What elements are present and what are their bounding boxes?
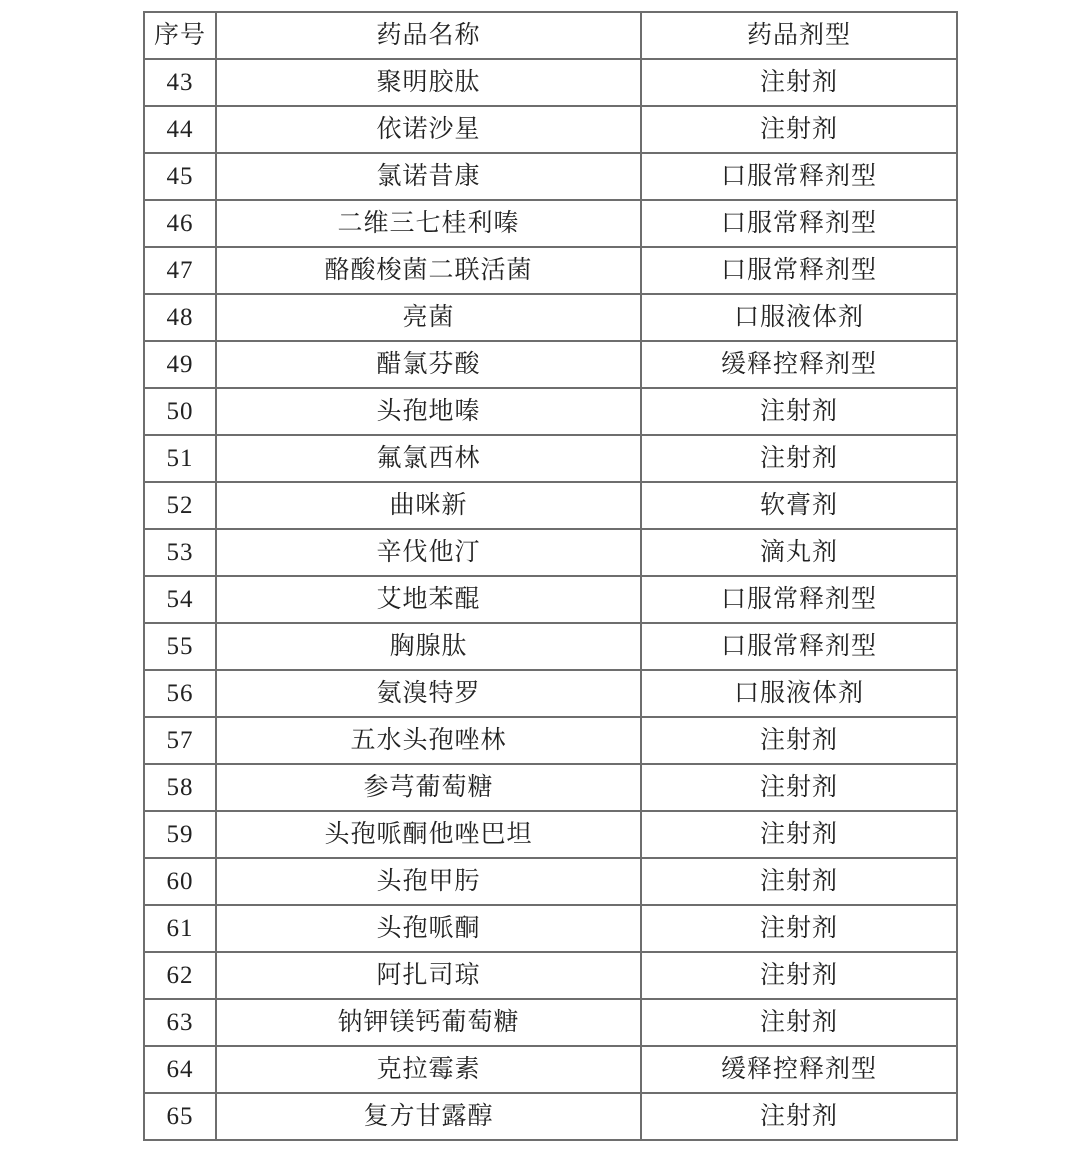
cell-drug-name: 克拉霉素 <box>216 1046 641 1093</box>
cell-drug-name: 头孢地嗪 <box>216 388 641 435</box>
table-row <box>144 59 957 106</box>
cell-index: 47 <box>144 247 216 294</box>
table-row <box>144 811 957 858</box>
cell-index: 54 <box>144 576 216 623</box>
cell-index: 62 <box>144 952 216 999</box>
cell-dosage-form: 注射剂 <box>641 764 957 811</box>
cell-dosage-form: 口服常释剂型 <box>641 153 957 200</box>
cell-drug-name: 亮菌 <box>216 294 641 341</box>
cell-dosage-form: 注射剂 <box>641 388 957 435</box>
table-row <box>144 623 957 670</box>
table-row <box>144 388 957 435</box>
cell-dosage-form: 注射剂 <box>641 1093 957 1140</box>
cell-drug-name: 聚明胶肽 <box>216 59 641 106</box>
cell-dosage-form: 滴丸剂 <box>641 529 957 576</box>
table-row <box>144 341 957 388</box>
cell-index: 61 <box>144 905 216 952</box>
table-row <box>144 1093 957 1140</box>
cell-drug-name: 头孢哌酮 <box>216 905 641 952</box>
cell-index: 64 <box>144 1046 216 1093</box>
table-row <box>144 858 957 905</box>
cell-drug-name: 酪酸梭菌二联活菌 <box>216 247 641 294</box>
table-row <box>144 435 957 482</box>
drug-table <box>143 11 958 1141</box>
cell-dosage-form: 注射剂 <box>641 717 957 764</box>
table-row <box>144 717 957 764</box>
cell-dosage-form: 软膏剂 <box>641 482 957 529</box>
cell-drug-name: 辛伐他汀 <box>216 529 641 576</box>
table-row <box>144 764 957 811</box>
table-row <box>144 294 957 341</box>
cell-index: 50 <box>144 388 216 435</box>
table-row <box>144 200 957 247</box>
table-row <box>144 153 957 200</box>
table-header-row <box>144 12 957 59</box>
cell-drug-name: 复方甘露醇 <box>216 1093 641 1140</box>
cell-drug-name: 五水头孢唑林 <box>216 717 641 764</box>
cell-index: 51 <box>144 435 216 482</box>
col-header-dosage-form: 药品剂型 <box>641 12 957 59</box>
cell-drug-name: 头孢哌酮他唑巴坦 <box>216 811 641 858</box>
table-row <box>144 529 957 576</box>
table-row <box>144 952 957 999</box>
cell-index: 55 <box>144 623 216 670</box>
cell-dosage-form: 缓释控释剂型 <box>641 341 957 388</box>
cell-dosage-form: 注射剂 <box>641 811 957 858</box>
cell-drug-name: 氨溴特罗 <box>216 670 641 717</box>
cell-index: 59 <box>144 811 216 858</box>
table-row <box>144 905 957 952</box>
cell-drug-name: 氟氯西林 <box>216 435 641 482</box>
cell-drug-name: 二维三七桂利嗪 <box>216 200 641 247</box>
cell-dosage-form: 注射剂 <box>641 999 957 1046</box>
cell-index: 43 <box>144 59 216 106</box>
cell-index: 52 <box>144 482 216 529</box>
col-header-drug-name: 药品名称 <box>216 12 641 59</box>
table-row <box>144 1046 957 1093</box>
cell-dosage-form: 注射剂 <box>641 858 957 905</box>
cell-dosage-form: 口服常释剂型 <box>641 247 957 294</box>
cell-drug-name: 钠钾镁钙葡萄糖 <box>216 999 641 1046</box>
cell-index: 48 <box>144 294 216 341</box>
cell-index: 58 <box>144 764 216 811</box>
cell-drug-name: 头孢甲肟 <box>216 858 641 905</box>
table-row <box>144 670 957 717</box>
table-row <box>144 999 957 1046</box>
cell-index: 46 <box>144 200 216 247</box>
cell-dosage-form: 缓释控释剂型 <box>641 1046 957 1093</box>
cell-index: 53 <box>144 529 216 576</box>
cell-dosage-form: 口服常释剂型 <box>641 576 957 623</box>
cell-index: 44 <box>144 106 216 153</box>
cell-drug-name: 阿扎司琼 <box>216 952 641 999</box>
cell-index: 60 <box>144 858 216 905</box>
cell-drug-name: 艾地苯醌 <box>216 576 641 623</box>
table-row <box>144 106 957 153</box>
cell-index: 63 <box>144 999 216 1046</box>
cell-dosage-form: 口服常释剂型 <box>641 200 957 247</box>
cell-dosage-form: 注射剂 <box>641 905 957 952</box>
table-body <box>144 59 957 1140</box>
col-header-index: 序号 <box>144 12 216 59</box>
table-row <box>144 482 957 529</box>
cell-index: 57 <box>144 717 216 764</box>
cell-index: 65 <box>144 1093 216 1140</box>
cell-index: 49 <box>144 341 216 388</box>
cell-drug-name: 氯诺昔康 <box>216 153 641 200</box>
cell-drug-name: 醋氯芬酸 <box>216 341 641 388</box>
cell-dosage-form: 注射剂 <box>641 59 957 106</box>
cell-index: 56 <box>144 670 216 717</box>
cell-dosage-form: 口服液体剂 <box>641 670 957 717</box>
cell-drug-name: 参芎葡萄糖 <box>216 764 641 811</box>
cell-dosage-form: 口服液体剂 <box>641 294 957 341</box>
table-row <box>144 576 957 623</box>
table-row <box>144 247 957 294</box>
cell-drug-name: 曲咪新 <box>216 482 641 529</box>
cell-dosage-form: 注射剂 <box>641 435 957 482</box>
cell-drug-name: 依诺沙星 <box>216 106 641 153</box>
cell-dosage-form: 注射剂 <box>641 952 957 999</box>
cell-index: 45 <box>144 153 216 200</box>
cell-drug-name: 胸腺肽 <box>216 623 641 670</box>
cell-dosage-form: 口服常释剂型 <box>641 623 957 670</box>
cell-dosage-form: 注射剂 <box>641 106 957 153</box>
